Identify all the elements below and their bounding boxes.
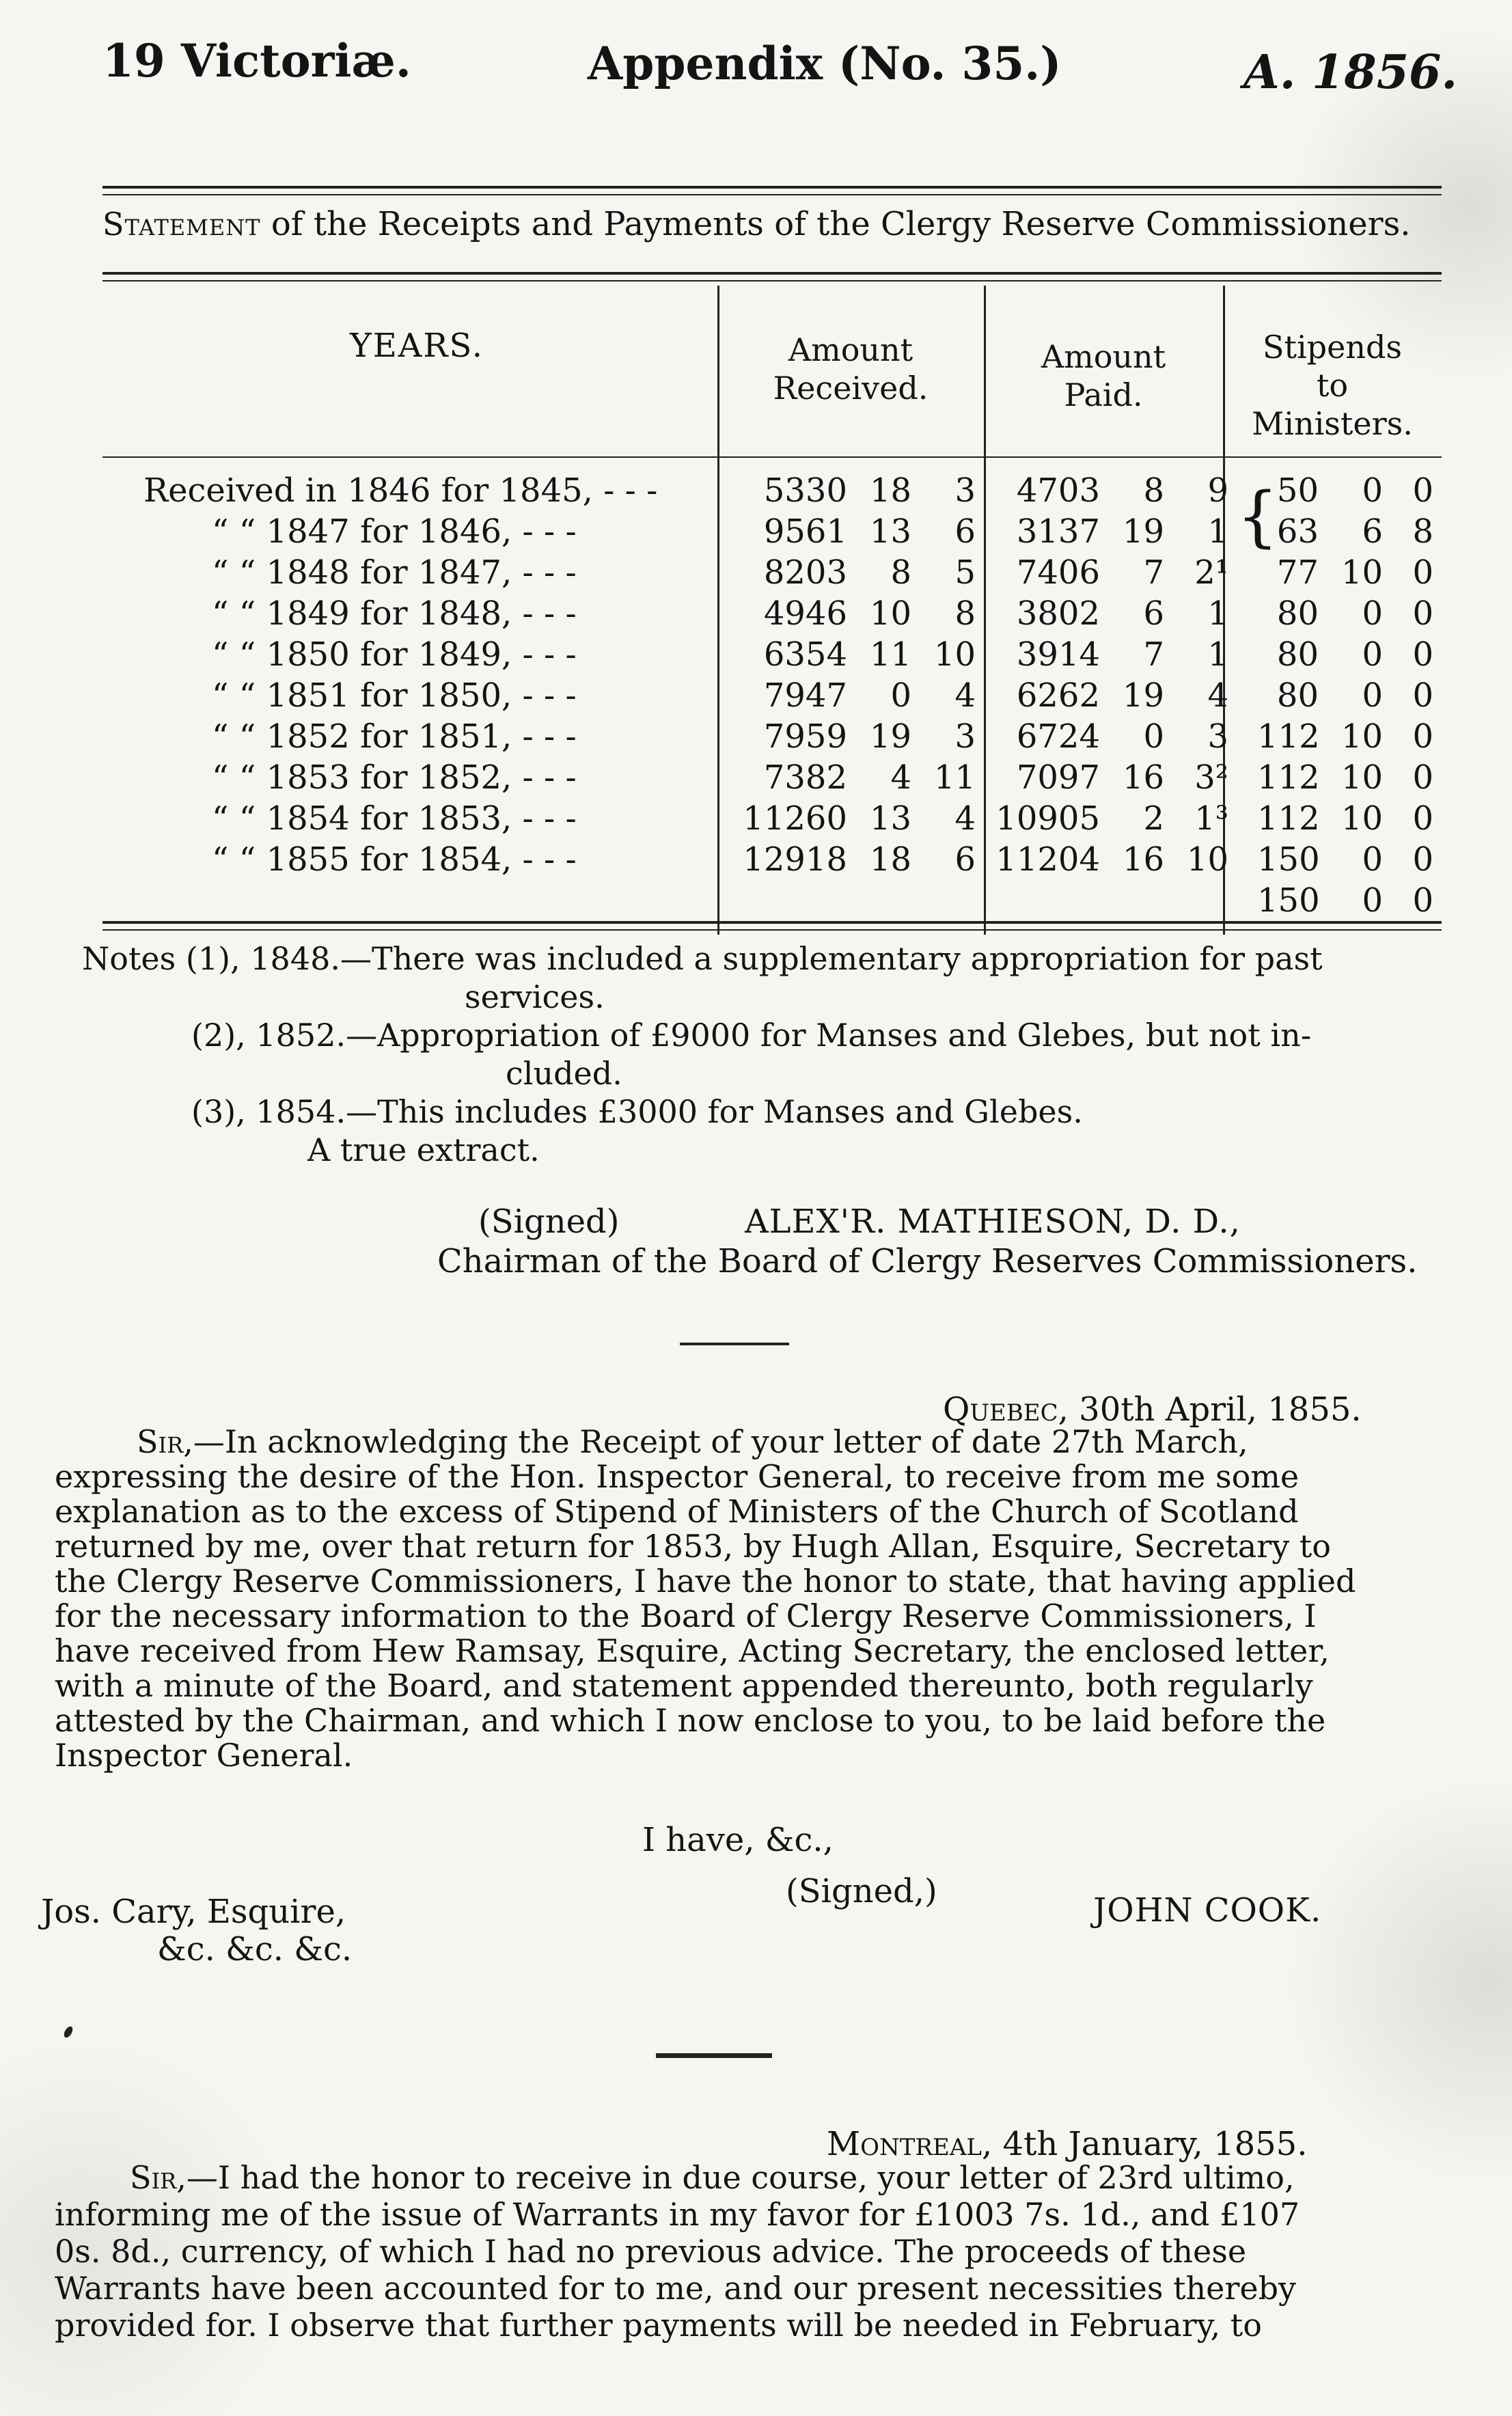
row-year-label: “ “ 1849 for 1848, - - -	[212, 594, 577, 633]
letter2-line-text: —I had the honor to receive in due course, your letter of 23rd ultimo,	[186, 2159, 1295, 2196]
header-stipends-line1: Stipends	[1262, 329, 1403, 366]
letter1-line: with a minute of the Board, and statement appended thereunto, both regularly	[55, 1667, 1313, 1704]
amount-paid-pence: 1	[1207, 512, 1228, 551]
amount-paid-pounds: 3914	[1016, 635, 1100, 674]
header-stipends-line2: to	[1316, 367, 1349, 404]
note-1-line1: Notes (1), 1848.—There was included a supplementary appropriation for past	[82, 940, 1323, 977]
stipend-pence: 0	[1412, 676, 1433, 715]
amount-paid-pence: 4	[1207, 676, 1228, 715]
amount-received-pence: 4	[954, 676, 976, 715]
statement-title-sc: Statement	[102, 206, 261, 243]
stipend-shillings: 10	[1341, 799, 1383, 838]
amount-received-pence: 6	[954, 512, 976, 551]
amount-paid-shillings: 2	[1143, 799, 1164, 838]
amount-received-pounds: 4946	[763, 594, 847, 633]
amount-received-shillings: 0	[890, 676, 911, 715]
year-label: A. 1856.	[1243, 45, 1457, 100]
amount-paid-shillings: 6	[1143, 594, 1164, 633]
letter1-addressee: Jos. Cary, Esquire,	[41, 1893, 346, 1931]
true-extract: A true extract.	[307, 1131, 540, 1168]
amount-paid-shillings: 19	[1122, 676, 1164, 715]
stipend-shillings: 0	[1362, 676, 1383, 715]
amount-paid-pounds: 4703	[1016, 471, 1100, 510]
amount-paid-pounds: 11204	[995, 840, 1100, 879]
table-header-separator	[102, 456, 1442, 458]
amount-received-shillings: 10	[869, 594, 911, 633]
note-2-line1: (2), 1852.—Appropriation of £9000 for Manses and Glebes, but not in-	[191, 1017, 1312, 1054]
signatory-title-1: Chairman of the Board of Clergy Reserves Commissioners.	[437, 1242, 1418, 1280]
amount-received-pounds: 12918	[743, 840, 847, 879]
amount-paid-pence: 2¹	[1194, 553, 1228, 592]
stipend-pounds: 80	[1276, 594, 1319, 633]
stipend-pence: 0	[1412, 594, 1433, 633]
stipend-shillings: 10	[1341, 553, 1383, 592]
letter1-line	[55, 1425, 1421, 1459]
statement-title	[102, 205, 1442, 243]
appendix-label: Appendix (No. 35.)	[588, 37, 1062, 90]
statement-title-rest: of the Receipts and Payments of the Clergy Reserve Commissioners.	[260, 205, 1411, 243]
stipend-pence: 0	[1412, 635, 1433, 674]
amount-received-pounds: 7959	[763, 717, 847, 756]
notes-block	[82, 939, 1435, 1169]
table-bottom-rule-thin	[102, 929, 1442, 931]
letter1-line: returned by me, over that return for 1853, by Hugh Allan, Esquire, Secretary to	[55, 1528, 1331, 1565]
amount-received-pence: 5	[954, 553, 976, 592]
amount-paid-pounds: 7097	[1016, 758, 1100, 797]
amount-paid-shillings: 7	[1143, 553, 1164, 592]
stipend-pence: 0	[1412, 758, 1433, 797]
amount-paid-shillings: 8	[1143, 471, 1164, 510]
letter1-place: Quebec,	[943, 1390, 1069, 1429]
table-row	[102, 717, 1442, 757]
header-amount-received	[717, 331, 984, 407]
amount-received-shillings: 11	[869, 635, 911, 674]
letter2-dateline	[827, 2125, 1307, 2163]
stipend-shillings: 0	[1362, 471, 1383, 510]
letter2-body	[55, 2159, 1421, 2344]
stipend-shillings: 6	[1362, 512, 1383, 551]
table-top-rule-thin	[102, 280, 1442, 282]
letter1-line: the Clergy Reserve Commissioners, I have the honor to state, that having applied	[55, 1563, 1356, 1600]
stipend-pence: 0	[1412, 471, 1433, 510]
table-row	[102, 676, 1442, 716]
letter1-line-text: —In acknowledging the Receipt of your letter of date 27th March,	[193, 1423, 1248, 1460]
amount-received-shillings: 18	[869, 471, 911, 510]
amount-paid-pence: 3²	[1194, 758, 1228, 797]
amount-received-pounds: 11260	[743, 799, 847, 838]
stipend-pounds: 77	[1276, 553, 1319, 592]
amount-received-pounds: 9561	[763, 512, 847, 551]
amount-received-pounds: 5330	[763, 471, 847, 510]
section-divider-1	[680, 1343, 789, 1345]
letter2-line: 0s. 8d., currency, of which I had no previous advice. The proceeds of these	[55, 2233, 1247, 2270]
stipend-pounds: 63	[1276, 512, 1319, 551]
stipend-pence: 0	[1412, 799, 1433, 838]
stipend-brace: {	[1237, 478, 1279, 555]
row-year-label: “ “ 1850 for 1849, - - -	[212, 635, 577, 674]
table-top-rule	[102, 272, 1442, 275]
header-stipends	[1223, 328, 1442, 443]
header-paid-line2: Paid.	[1064, 376, 1143, 413]
stipend-pence: 8	[1412, 512, 1433, 551]
letter1-signer: JOHN COOK.	[1093, 1891, 1322, 1930]
letter2-date: 4th January, 1855.	[992, 2125, 1308, 2163]
amount-received-pounds: 6354	[763, 635, 847, 674]
signatory-name-1: ALEX'R. MATHIESON, D. D.,	[745, 1203, 1241, 1241]
letter1-body	[55, 1425, 1421, 1773]
header-rule	[102, 186, 1442, 189]
amount-received-pence: 11	[933, 758, 976, 797]
amount-received-pounds: 7382	[763, 758, 847, 797]
amount-paid-shillings: 19	[1122, 512, 1164, 551]
letter2-salutation: Sir,	[130, 2159, 187, 2196]
letter1-line: attested by the Chairman, and which I now enclose to you, to be laid before the	[55, 1702, 1326, 1739]
letter2-line	[55, 2159, 1421, 2196]
header-stipends-line3: Ministers.	[1252, 405, 1413, 442]
note-2-line2: cluded.	[506, 1055, 622, 1092]
header-received-line1: Amount	[788, 331, 913, 368]
row-year-label: “ “ 1848 for 1847, - - -	[212, 553, 577, 592]
amount-received-pence: 3	[954, 717, 976, 756]
stipend-pounds: 150	[1257, 881, 1320, 920]
statement-table	[102, 286, 1442, 935]
letter1-signed-label: (Signed,)	[786, 1872, 937, 1910]
amount-received-pence: 3	[954, 471, 976, 510]
letter2-line: provided for. I observe that further payments will be needed in February, to	[55, 2307, 1262, 2344]
stipend-pence: 0	[1412, 881, 1433, 920]
letter1-date: 30th April, 1855.	[1068, 1390, 1362, 1429]
amount-paid-pence: 1³	[1194, 799, 1228, 838]
stipend-pounds: 50	[1276, 471, 1319, 510]
amount-paid-shillings: 16	[1122, 758, 1164, 797]
stipend-shillings: 0	[1362, 840, 1383, 879]
table-row	[102, 635, 1442, 675]
amount-paid-pounds: 10905	[995, 799, 1100, 838]
header-amount-paid	[984, 338, 1223, 414]
amount-paid-pence: 1	[1207, 635, 1228, 674]
row-year-label: “ “ 1851 for 1850, - - -	[212, 676, 577, 715]
amount-paid-pounds: 3137	[1016, 512, 1100, 551]
amount-paid-pence: 1	[1207, 594, 1228, 633]
row-year-label: “ “ 1854 for 1853, - - -	[212, 799, 577, 838]
amount-paid-shillings: 0	[1143, 717, 1164, 756]
amount-paid-pence: 9	[1207, 471, 1228, 510]
amount-received-shillings: 18	[869, 840, 911, 879]
signed-label-1: (Signed)	[478, 1203, 620, 1241]
amount-received-shillings: 4	[890, 758, 911, 797]
stipend-pounds: 150	[1257, 840, 1320, 879]
row-year-label: Received in 1846 for 1845, - - -	[143, 471, 658, 510]
letter1-closing: I have, &c.,	[642, 1821, 834, 1859]
table-row	[102, 840, 1442, 880]
letter1-line: for the necessary information to the Board of Clergy Reserve Commissioners, I	[55, 1597, 1317, 1634]
row-year-label: “ “ 1853 for 1852, - - -	[212, 758, 577, 797]
amount-paid-shillings: 7	[1143, 635, 1164, 674]
section-divider-2	[656, 2053, 772, 2058]
stipend-pounds: 112	[1257, 799, 1320, 838]
stipend-pence: 0	[1412, 553, 1433, 592]
stipend-shillings: 0	[1362, 594, 1383, 633]
row-year-label: “ “ 1852 for 1851, - - -	[212, 717, 577, 756]
amount-received-shillings: 13	[869, 512, 911, 551]
header-paid-line1: Amount	[1041, 338, 1166, 375]
letter2-line: informing me of the issue of Warrants in my favor for £1003 7s. 1d., and £107	[55, 2196, 1300, 2233]
letter2-place: Montreal,	[827, 2125, 993, 2163]
amount-received-pence: 4	[954, 799, 976, 838]
amount-paid-shillings: 16	[1122, 840, 1164, 879]
amount-received-shillings: 8	[890, 553, 911, 592]
row-year-label: “ “ 1847 for 1846, - - -	[212, 512, 577, 551]
amount-paid-pounds: 7406	[1016, 553, 1100, 592]
stipend-pence: 0	[1412, 717, 1433, 756]
amount-paid-pounds: 3802	[1016, 594, 1100, 633]
stipend-shillings: 0	[1362, 881, 1383, 920]
stipend-pence: 0	[1412, 840, 1433, 879]
header-rule-thin	[102, 194, 1442, 195]
amount-received-pence: 6	[954, 840, 976, 879]
amount-paid-pounds: 6724	[1016, 717, 1100, 756]
table-row	[102, 553, 1442, 593]
letter1-salutation: Sir,	[137, 1423, 193, 1460]
session-label: 19 Victoriæ.	[102, 34, 411, 87]
amount-received-shillings: 13	[869, 799, 911, 838]
note-3-line1: (3), 1854.—This includes £3000 for Manses and Glebes.	[191, 1093, 1083, 1130]
letter1-line: have received from Hew Ramsay, Esquire, Acting Secretary, the enclosed letter,	[55, 1632, 1330, 1669]
amount-paid-pounds: 6262	[1016, 676, 1100, 715]
amount-received-shillings: 19	[869, 717, 911, 756]
amount-received-pounds: 8203	[763, 553, 847, 592]
table-row	[102, 799, 1442, 839]
row-year-label: “ “ 1855 for 1854, - - -	[212, 840, 577, 879]
stipend-pounds: 80	[1276, 635, 1319, 674]
letter1-line: explanation as to the excess of Stipend of Ministers of the Church of Scotland	[55, 1493, 1299, 1530]
letter1-addressee-etc: &c. &c. &c.	[157, 1930, 353, 1968]
amount-received-pence: 8	[954, 594, 976, 633]
amount-received-pence: 10	[933, 635, 976, 674]
stipend-shillings: 10	[1341, 717, 1383, 756]
table-row	[102, 594, 1442, 634]
letter1-line: Inspector General.	[55, 1737, 353, 1774]
table-row	[102, 758, 1442, 798]
table-bottom-rule	[102, 921, 1442, 924]
stipend-shillings: 0	[1362, 635, 1383, 674]
ink-mark	[62, 2025, 74, 2040]
header-received-line2: Received.	[773, 370, 929, 407]
note-1-line2: services.	[465, 978, 605, 1015]
page-header	[0, 27, 1512, 116]
amount-received-pounds: 7947	[763, 676, 847, 715]
stipend-pounds: 112	[1257, 758, 1320, 797]
amount-paid-pence: 10	[1186, 840, 1228, 879]
stipend-pounds: 112	[1257, 717, 1320, 756]
stipend-pounds: 80	[1276, 676, 1319, 715]
letter1-line: expressing the desire of the Hon. Inspector General, to receive from me some	[55, 1458, 1300, 1495]
stipend-shillings: 10	[1341, 758, 1383, 797]
amount-paid-pence: 3	[1207, 717, 1228, 756]
table-row	[102, 881, 1442, 921]
letter2-line: Warrants have been accounted for to me, and our present necessities thereby	[55, 2270, 1297, 2307]
header-years: YEARS.	[350, 327, 484, 365]
